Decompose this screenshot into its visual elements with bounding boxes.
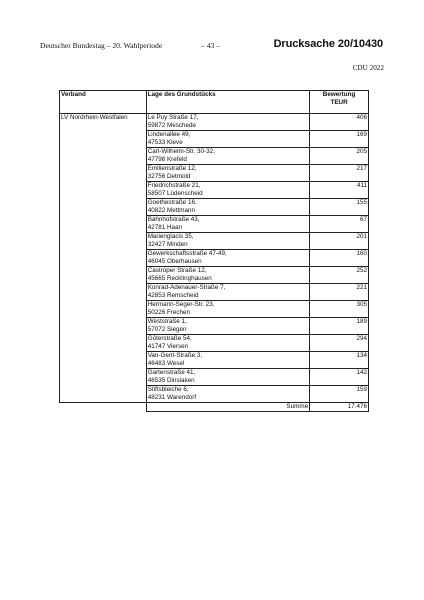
table-header-row xyxy=(60,91,369,114)
value-cell: 221 xyxy=(310,284,369,301)
lage-cell xyxy=(146,216,309,233)
value-cell: 205 xyxy=(310,148,369,165)
value-cell: 142 xyxy=(310,369,369,386)
lage-cell xyxy=(146,267,309,284)
value-cell: 155 xyxy=(310,199,369,216)
lage-cell xyxy=(146,369,309,386)
header-drucksache xyxy=(274,38,383,50)
lage-cell xyxy=(146,250,309,267)
city-text: 42781 Haan xyxy=(147,224,183,231)
lage-cell xyxy=(146,131,309,148)
value-cell: 305 xyxy=(310,301,369,318)
value-cell: 217 xyxy=(310,165,369,182)
city-text: 41747 Viersen xyxy=(147,343,189,350)
street-text: Carl-Wilhelm-Str. 30-32, xyxy=(147,148,215,155)
bewertung-label: Bewertung xyxy=(322,91,356,98)
city-text: 50226 Frechen xyxy=(147,309,191,316)
city-text: 46483 Wesel xyxy=(147,360,185,367)
street-text: Emilienstraße 12, xyxy=(147,165,197,172)
table-row xyxy=(60,114,369,131)
city-text: 42853 Remscheid xyxy=(147,292,199,299)
value-cell: 252 xyxy=(310,267,369,284)
value-cell: 134 xyxy=(310,352,369,369)
street-text: Stiftsbleiche 6, xyxy=(147,386,189,393)
city-text: 46535 Dinslaken xyxy=(147,377,195,384)
column-header-lage: Lage des Grundstücks xyxy=(146,91,309,114)
lage-cell xyxy=(146,352,309,369)
value-cell: 294 xyxy=(310,335,369,352)
summe-label: Summe xyxy=(146,403,309,412)
street-text: Le Puy Straße 17, xyxy=(147,114,199,121)
city-text: 32427 Minden xyxy=(147,241,188,248)
header-parliament: Deutscher Bundestag – 20. Wahlperiode xyxy=(40,41,163,50)
value-cell: 67 xyxy=(310,216,369,233)
city-text: 47798 Krefeld xyxy=(147,156,187,163)
street-text: Bahnhofstraße 43, xyxy=(147,216,200,223)
value-cell: 201 xyxy=(310,233,369,250)
street-text: Goethestraße 16, xyxy=(147,199,197,206)
city-text: 57072 Siegen xyxy=(147,326,187,333)
city-text: 47533 Kleve xyxy=(147,139,183,146)
lage-cell xyxy=(146,165,309,182)
city-text: 32756 Detmold xyxy=(147,173,191,180)
lage-cell xyxy=(146,318,309,335)
verband-cell: LV Nordrhein-Westfalen xyxy=(60,114,147,403)
street-text: Hermann-Seger-Str. 23, xyxy=(147,301,215,308)
street-text: Konrad-Adenauer-Straße 7, xyxy=(147,284,226,291)
city-text: 45665 Recklinghausen xyxy=(147,275,212,282)
party-report-label: CDU 2022 xyxy=(352,64,384,72)
street-text: Weststraße 1, xyxy=(147,318,187,325)
value-cell: 159 xyxy=(310,386,369,403)
street-text: Lindenallee 49, xyxy=(147,131,191,138)
lage-cell xyxy=(146,148,309,165)
city-text: 58507 Lüdenscheid xyxy=(147,190,203,197)
city-text: 59872 Meschede xyxy=(147,122,196,129)
teur-label: TEUR xyxy=(330,99,348,106)
lage-cell xyxy=(146,233,309,250)
summe-empty-cell xyxy=(60,403,147,412)
lage-cell xyxy=(146,301,309,318)
street-text: Castroper Straße 12, xyxy=(147,267,207,274)
lage-cell xyxy=(146,284,309,301)
lage-cell xyxy=(146,199,309,216)
lage-cell xyxy=(146,182,309,199)
city-text: 40822 Mettmann xyxy=(147,207,195,214)
street-text: Marienglacis 35, xyxy=(147,233,194,240)
street-text: Friedrichstraße 21, xyxy=(147,182,201,189)
city-text: 48231 Warendorf xyxy=(147,394,197,401)
value-cell: 189 xyxy=(310,318,369,335)
street-text: Van-Gent-Straße 3, xyxy=(147,352,203,359)
value-cell: 406 xyxy=(310,114,369,131)
value-cell: 411 xyxy=(310,182,369,199)
lage-cell xyxy=(146,335,309,352)
value-cell: 160 xyxy=(310,250,369,267)
drucksache-prefix: Drucksache 20/ xyxy=(273,38,353,50)
drucksache-number: 10430 xyxy=(352,38,383,50)
lage-cell xyxy=(146,114,309,131)
street-text: Gōterstraße 54, xyxy=(147,335,192,342)
city-text: 46045 Oberhausen xyxy=(147,258,202,265)
property-table xyxy=(59,90,369,412)
value-cell: 169 xyxy=(310,131,369,148)
summe-value: 17.476 xyxy=(310,403,369,412)
street-text: Gartenstraße 41, xyxy=(147,369,196,376)
street-text: Gewerkschaftsstraße 47-49, xyxy=(147,250,227,257)
summe-row xyxy=(60,403,369,412)
lage-cell xyxy=(146,386,309,403)
header-page-number: – 43 – xyxy=(201,41,220,50)
column-header-bewertung xyxy=(310,91,369,114)
column-header-verband: Verband xyxy=(60,91,147,114)
